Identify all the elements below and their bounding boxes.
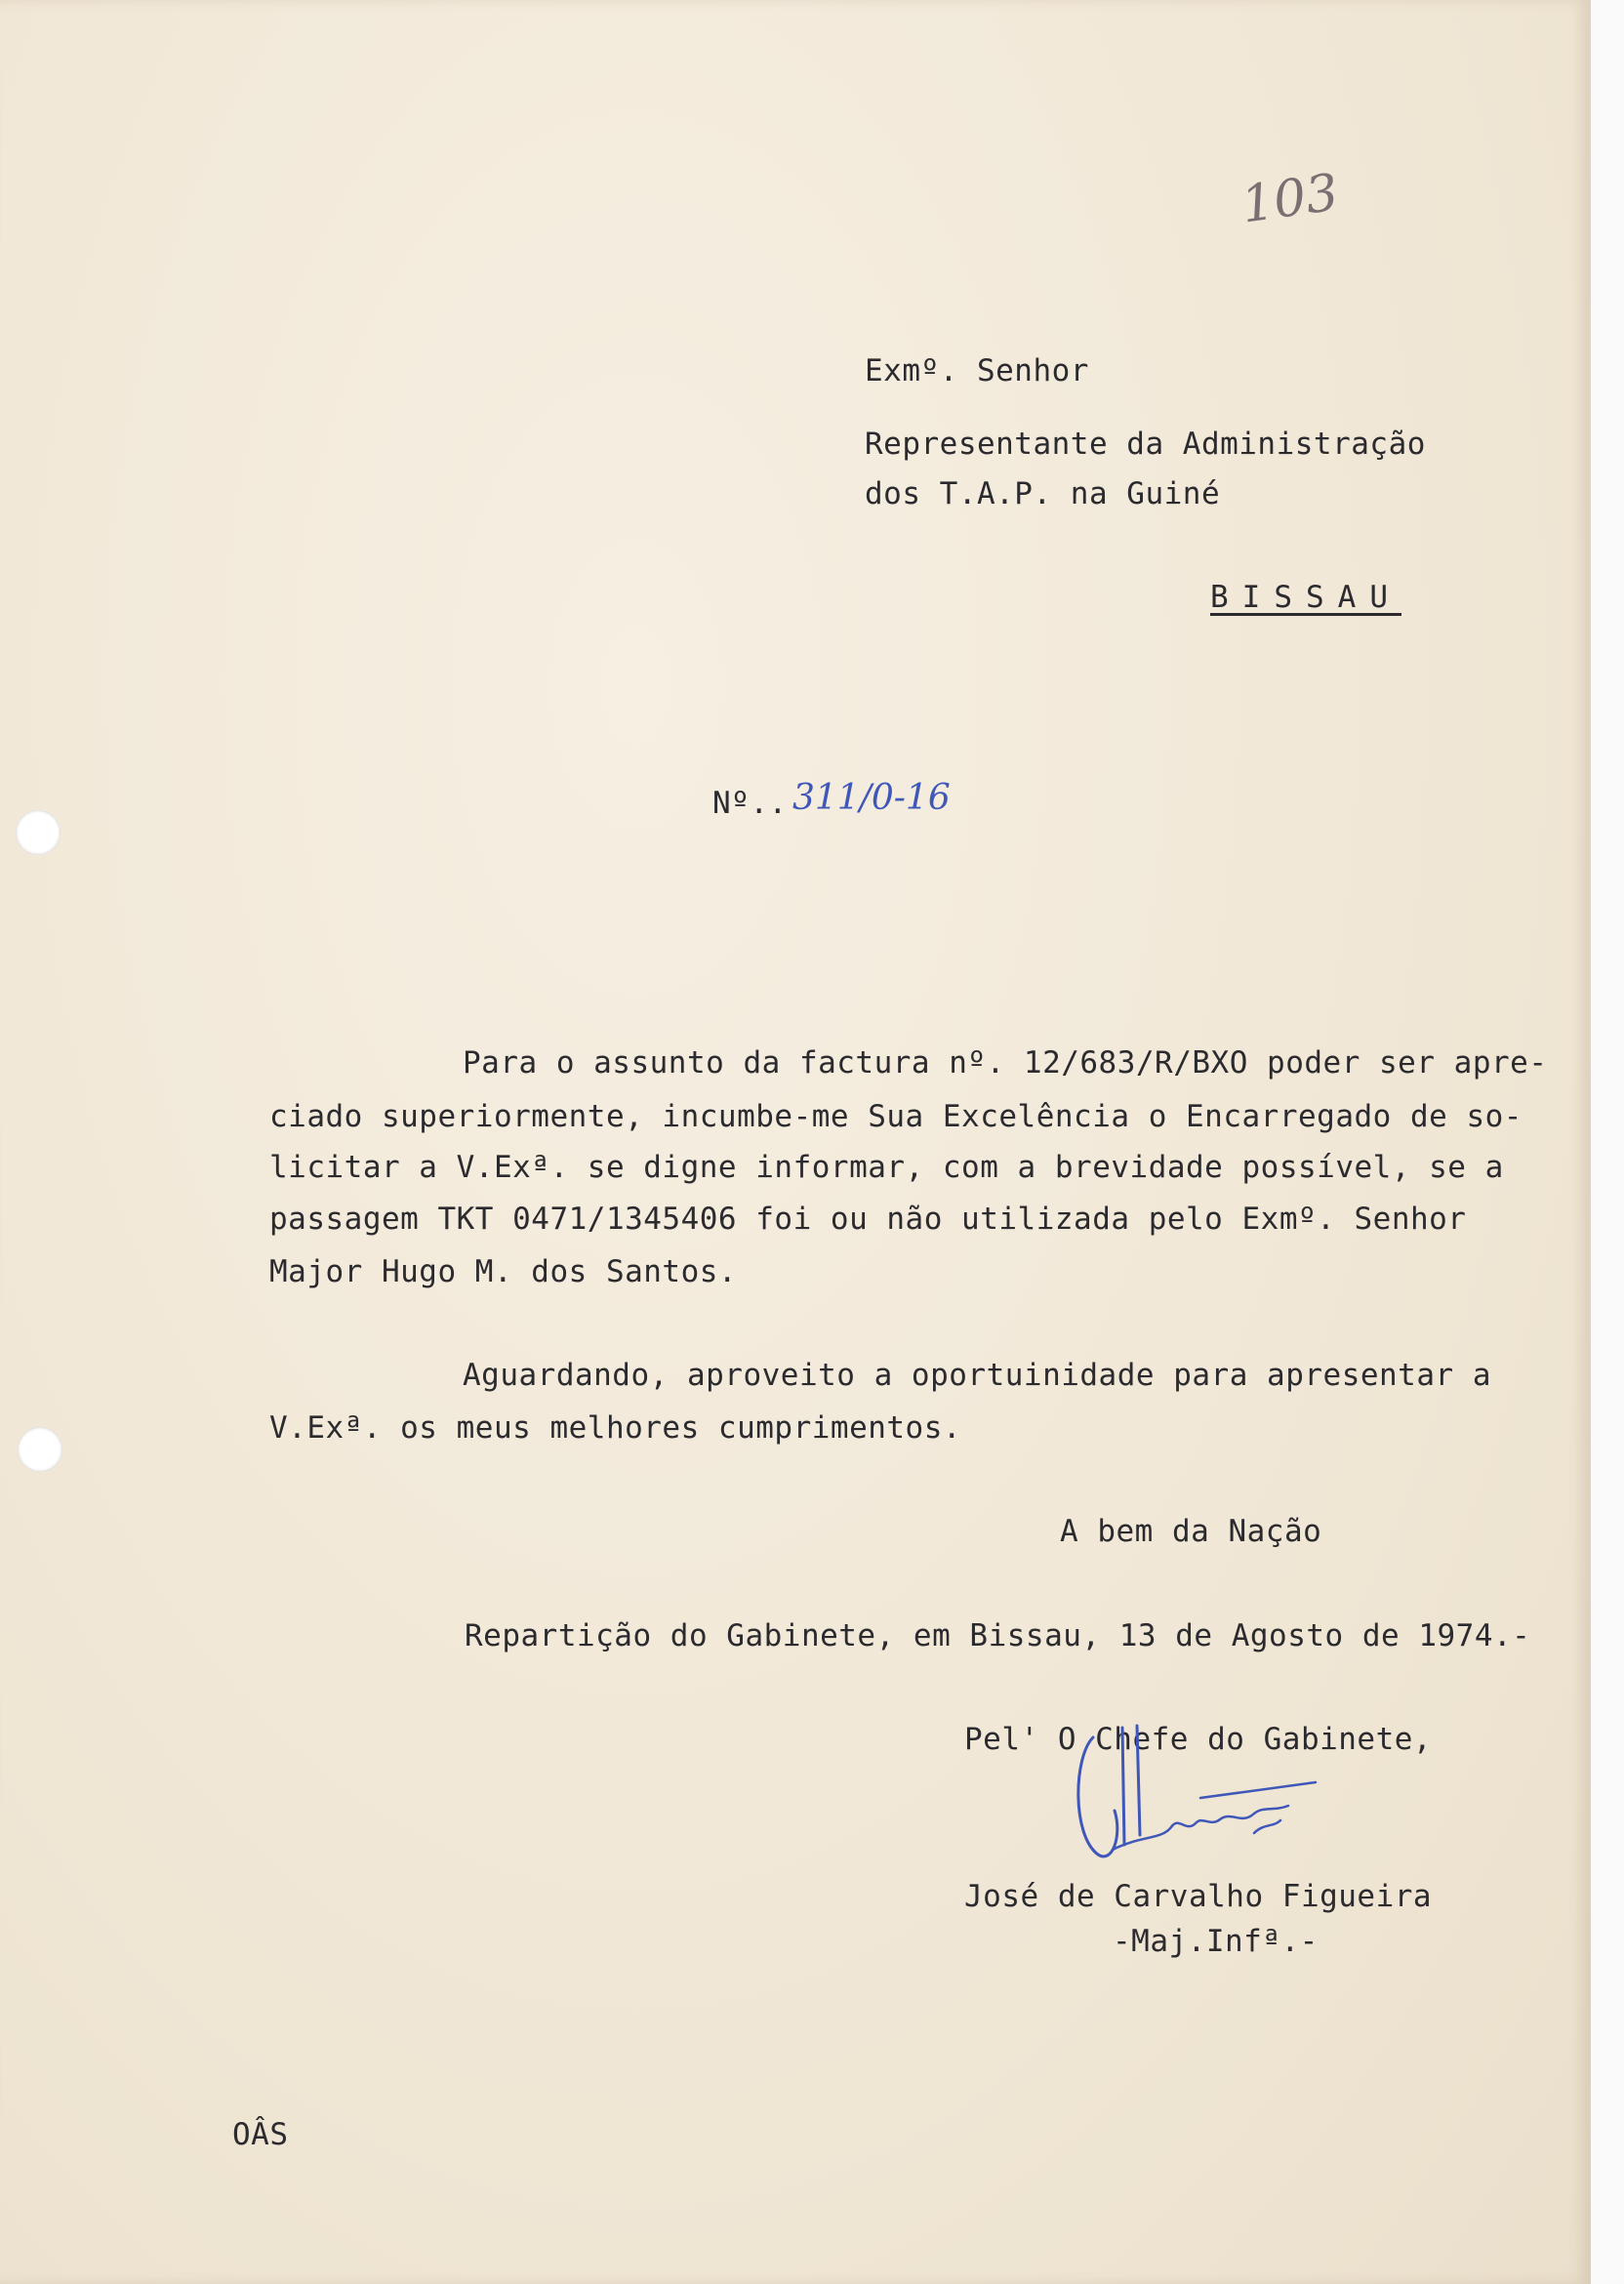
addressee-line-2: dos T.A.P. na Guiné: [865, 476, 1221, 511]
addressee-line-1: Representante da Administração: [865, 427, 1426, 462]
body-p1-line-2: ciado superiormente, incumbe-me Sua Excelência o Encarregado de so-: [269, 1099, 1522, 1134]
typist-initials: OÂS: [232, 2117, 289, 2152]
punch-hole-bottom: [18, 1427, 62, 1472]
signature: [1054, 1718, 1347, 1884]
body-p1-line-5: Major Hugo M. dos Santos.: [269, 1254, 738, 1289]
reference-label: Nº..: [712, 786, 788, 821]
body-p1-line-3: licitar a V.Exª. se digne informar, com a brevidade possível, se a: [269, 1150, 1504, 1185]
signatory-name: José de Carvalho Figueira: [964, 1879, 1433, 1914]
signatory-rank: -Maj.Infª.-: [1113, 1924, 1319, 1959]
punch-hole-top: [16, 810, 61, 855]
body-p2-line-2: V.Exª. os meus melhores cumprimentos.: [269, 1410, 962, 1446]
page-number-handwritten: 103: [1238, 163, 1342, 235]
body-p1-line-4: passagem TKT 0471/1345406 foi ou não utilizada pelo Exmº. Senhor: [269, 1202, 1467, 1237]
addressee-city: BISSAU: [1210, 580, 1401, 615]
reference-number-handwritten: 311/0-16: [792, 778, 951, 818]
page-edge: [1591, 0, 1624, 2284]
closing-motto: A bem da Nação: [1060, 1514, 1322, 1549]
place-and-date: Repartição do Gabinete, em Bissau, 13 de Agosto de 1974.-: [465, 1618, 1531, 1653]
body-p2-line-1: Aguardando, aproveito a oportuinidade para apresentar a: [463, 1358, 1491, 1393]
salutation: Exmº. Senhor: [865, 353, 1089, 388]
body-p1-line-1: Para o assunto da factura nº. 12/683/R/BXO poder ser apre-: [463, 1045, 1548, 1081]
on-behalf-line: Pel' O Chefe do Gabinete,: [964, 1722, 1433, 1757]
